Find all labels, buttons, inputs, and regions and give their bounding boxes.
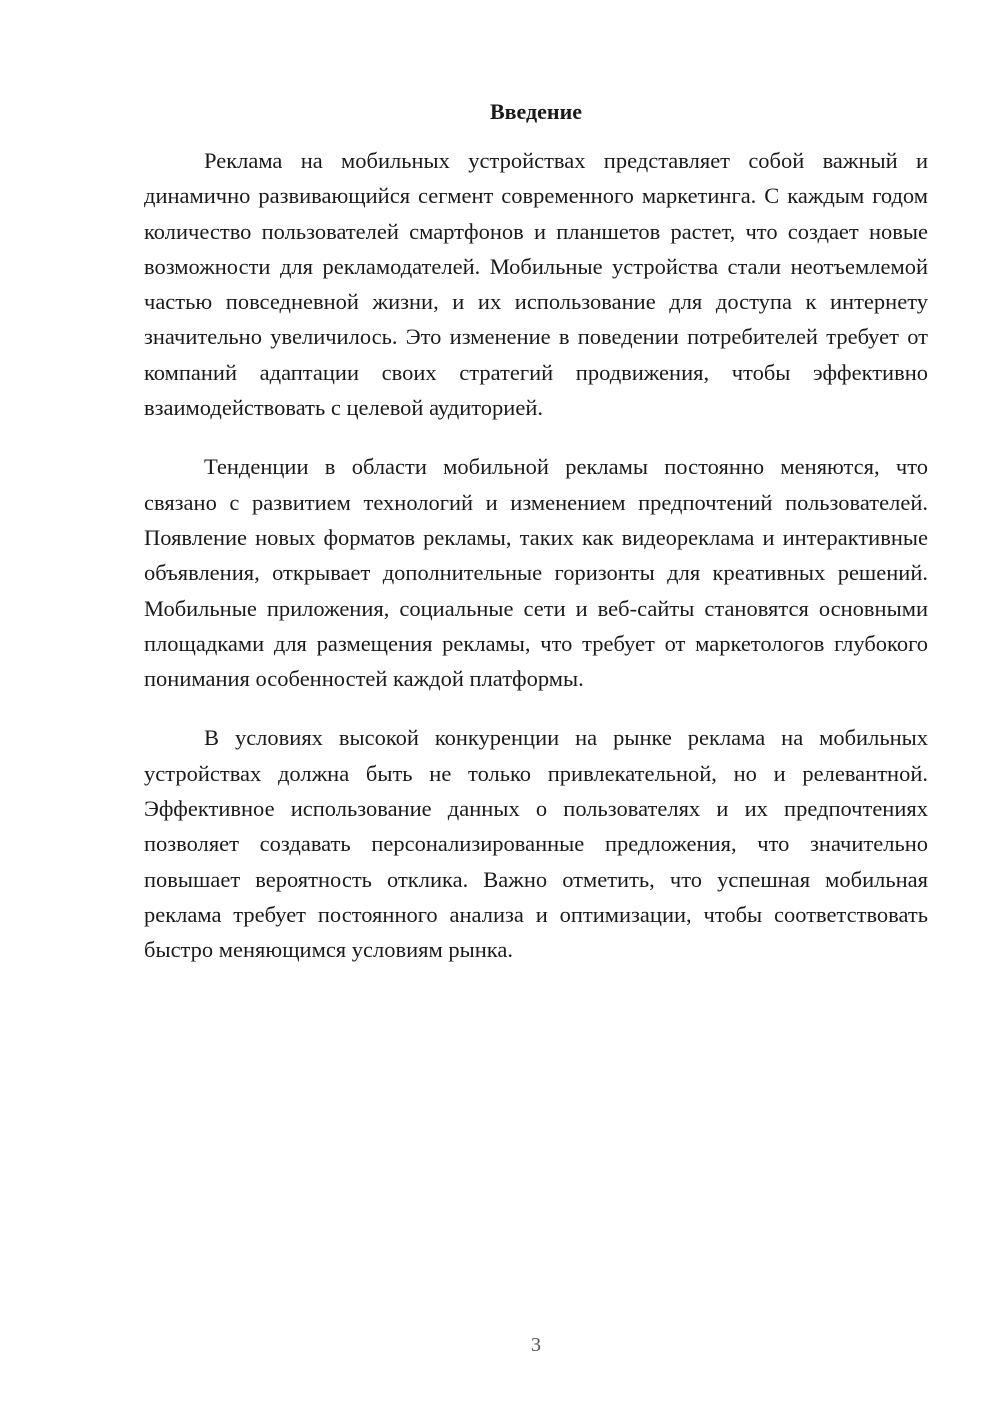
paragraph: Реклама на мобильных устройствах представляет собой важный и динамично развивающийся сегмент современного маркетинга. С каждым годом количество пользователей смартфонов и планшетов растет, что создает новые возможности для рекламодателей. Мобильные устройства стали неотъемлемой частью повседневной жизни, и их использование для доступа к интернету значительно увеличилось. Это изменение в поведении потребителей требует от компаний адаптации своих стратегий продвижения, чтобы эффективно взаимодействовать с целевой аудиторией. [144,148,928,421]
document-body [144,143,928,992]
paragraph: В условиях высокой конкуренции на рынке реклама на мобильных устройствах должна быть не только привлекательной, но и релевантной. Эффективное использование данных о пользователях и их предпочтениях позволяет создавать персонализированные предложения, что значительно повышает вероятность отклика. Важно отметить, что успешная мобильная реклама требует постоянного анализа и оптимизации, чтобы соответствовать быстро меняющимся условиям рынка. [144,725,928,963]
paragraph: Тенденции в области мобильной рекламы постоянно меняются, что связано с развитием технологий и изменением предпочтений пользователей. Появление новых форматов рекламы, таких как видеореклама и интерактивные объявления, открывает дополнительные горизонты для креативных решений. Мобильные приложения, социальные сети и веб-сайты становятся основными площадками для размещения рекламы, что требует от маркетологов глубокого понимания особенностей каждой платформы. [144,454,928,692]
page-number: 3 [531,1334,541,1356]
page-title: Введение [489,99,583,124]
